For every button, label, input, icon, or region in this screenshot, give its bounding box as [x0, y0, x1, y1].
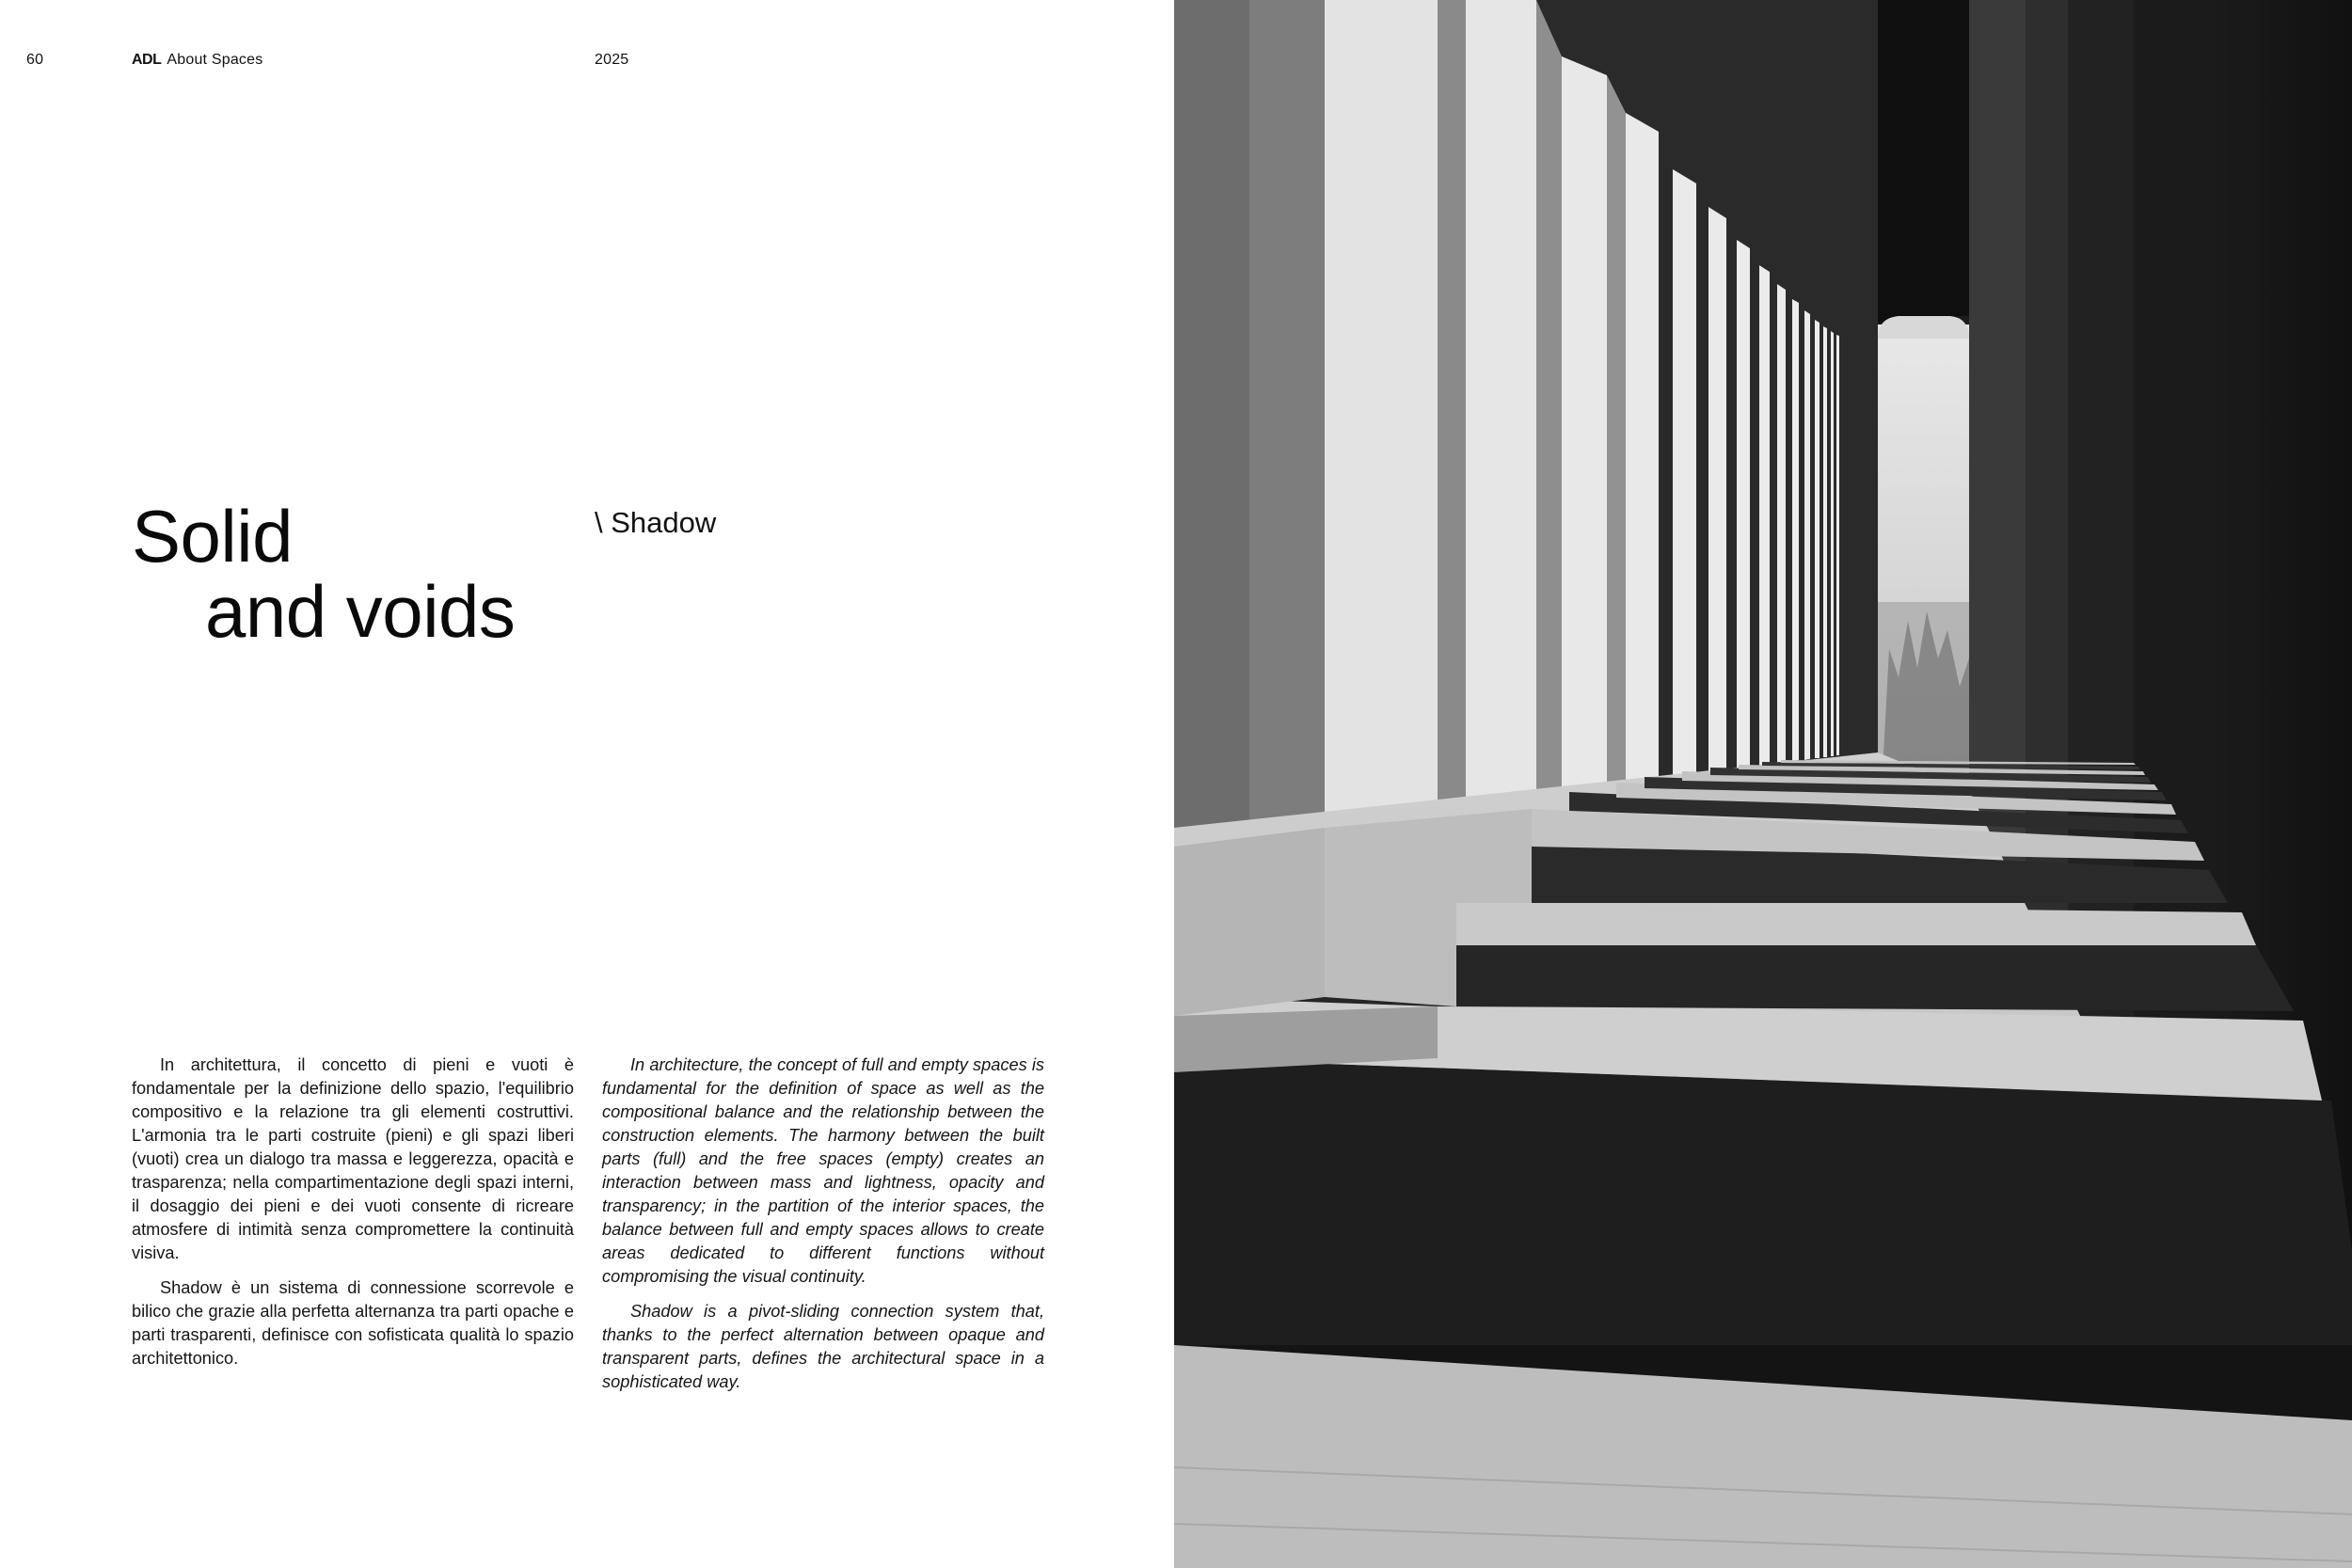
brand-text: About Spaces: [167, 52, 263, 68]
brand: [132, 52, 262, 69]
page-title: [132, 495, 516, 653]
year: 2025: [595, 52, 629, 68]
paragraph: In architettura, il concetto di pieni e vuoti è fondamentale per la definizione dello spazio, l'equilibrio compositivo e la relazione tra gli elementi costruttivi. L'armonia tra le parti costruite (pieni) e gli spazi liberi (vuoti) crea un dialogo tra massa e leggerezza, opacità e trasparenza; nella compartimentazione degli spazi interni, il dosaggio dei pieni e dei vuoti consente di ricreare atmosfere di intimità senza compromettere la continuità visiva.: [132, 1055, 574, 1262]
title-line-1: Solid: [132, 495, 293, 578]
body-english: [602, 1053, 1044, 1405]
paragraph: Shadow is a pivot-sliding connection system that, thanks to the perfect alternation between opaque and transparent parts, defines the architectural space in a sophisticated way.: [602, 1302, 1044, 1391]
subtitle: \ Shadow: [595, 506, 717, 539]
page-number: 60: [26, 52, 44, 68]
brand-logo: ADL: [132, 52, 162, 68]
paragraph: Shadow è un sistema di connessione scorrevole e bilico che grazie alla perfetta alternanza tra parti opache e parti trasparenti, definisce con sofisticata qualità lo spazio architettonico.: [132, 1278, 574, 1368]
left-page: [0, 0, 1174, 1568]
body-italian: [132, 1053, 574, 1382]
paragraph: In architecture, the concept of full and empty spaces is fundamental for the definition of space as well as the compositional balance and the relationship between the construction elements. The harmony between the built parts (full) and the free spaces (empty) creates an interaction between mass and lightness, opacity and transparency; in the partition of the interior spaces, the balance between full and empty spaces allows to create areas dedicated to different functions without compromising the visual continuity.: [602, 1055, 1044, 1286]
title-line-2: and voids: [205, 570, 516, 653]
colonnade-photo: [1174, 0, 2352, 1568]
